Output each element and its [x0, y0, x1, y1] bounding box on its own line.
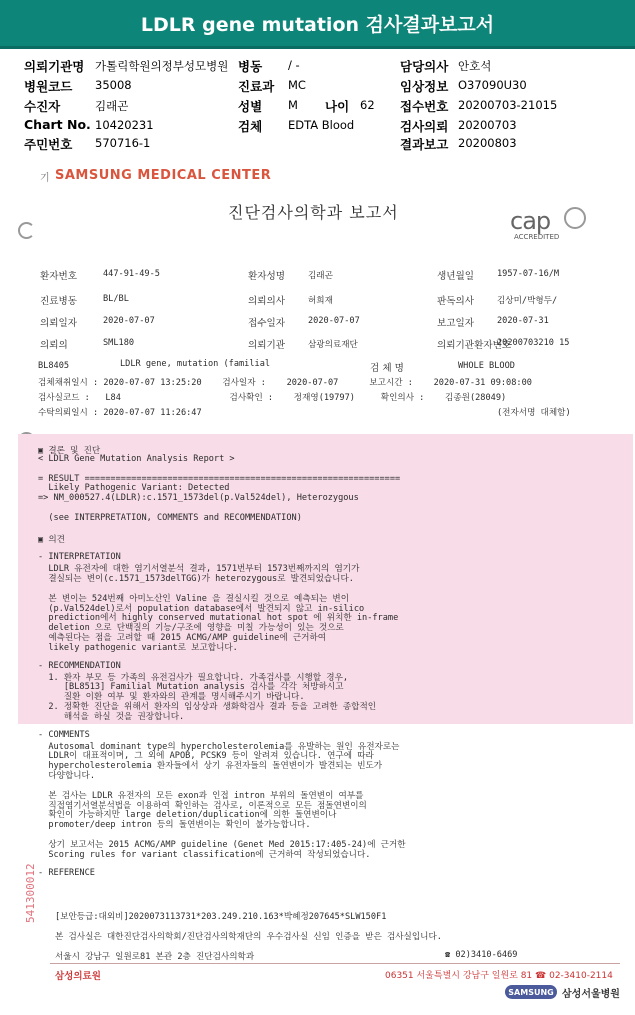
label-institution: 의뢰기관명 [24, 59, 85, 74]
info-label: 생년월일 [437, 271, 475, 282]
print-info: [보안등급:대외비]2020073113731*203.249.210.163*박혜정207645*SLW150F1 [55, 912, 387, 922]
report-body-line: hypercholesterolemia 환자들에서 상기 유전자들의 돌연변이가 발견되는 빈도가 [38, 761, 383, 772]
report-body-line: Autosomal dominant type의 hypercholesterolemia를 유발하는 원인 유전자로는 [38, 741, 400, 752]
info-label: 의뢰의 [40, 340, 68, 351]
report-body-line: ▣ 결론 및 진단 [38, 446, 101, 456]
value-specimen: EDTA Blood [288, 118, 355, 132]
value-clinical-info: O37090U30 [458, 78, 527, 92]
report-body-line: < LDLR Gene Mutation Analysis Report > [38, 453, 235, 464]
report-body-line: - INTERPRETATION [38, 552, 121, 563]
samsung-logo: SAMSUNG [505, 985, 557, 999]
info-value: BL/BL [103, 294, 129, 304]
info-value: 2020-07-07 [103, 316, 155, 326]
samsung-medical-center-logo: SAMSUNG MEDICAL CENTER [55, 168, 272, 183]
test-code: BL8405 [38, 361, 70, 371]
report-body-line: 상기 보고서는 2015 ACMG/AMP guideline (Genet Med 2015:17:405-24)에 근거한 [38, 840, 406, 850]
info-label: 진료병동 [40, 296, 78, 307]
info-value: 447-91-49-5 [103, 269, 160, 279]
label-sex: 성별 [238, 99, 263, 114]
vertical-document-number: 541300012 [24, 863, 37, 923]
report-brand-prefix: 기 [40, 173, 50, 184]
punch-hole-icon [18, 222, 35, 239]
info-value: SML180 [103, 338, 135, 348]
specimen-label: 검 체 명 [370, 363, 404, 374]
test-line-1: 검체채취일시 : 2020-07-07 13:25:20 검사일자 : 2020-07-07 보고시간 : 2020-07-31 09:08:00 [38, 378, 532, 388]
info-label: 환자번호 [40, 271, 78, 282]
value-resident-no: 570716-1 [95, 136, 151, 150]
info-label: 판독의사 [437, 296, 475, 307]
report-body-line: = RESULT ============================================================= [38, 473, 401, 484]
info-value: 삼광의료재단 [308, 340, 358, 350]
report-body-line: (see INTERPRETATION, COMMENTS and RECOMMENDATION) [38, 512, 302, 523]
report-body-line: (p.Val524del)로서 population database에서 발견되지 않고 in-silico [38, 603, 365, 614]
value-chart-no: 10420231 [95, 118, 154, 132]
label-age: 나이 [325, 99, 350, 114]
report-body-line: 질환 이환 여부 및 환자와의 관계를 명시해주시기 바랍니다. [38, 692, 305, 703]
value-age: 62 [360, 98, 375, 112]
info-value: 20200703210 15 [497, 338, 570, 348]
report-body-line: Likely Pathogenic Variant: Detected [38, 483, 230, 494]
label-specimen: 검체 [238, 119, 263, 134]
lab-address: 서울시 강남구 일원로81 본관 2층 진단검사의학과 [55, 952, 255, 962]
lab-phone: ☎ 02)3410-6469 [445, 950, 518, 960]
info-label: 보고일자 [437, 318, 475, 329]
cap-seal-icon [564, 207, 586, 229]
value-doctor: 안호석 [458, 59, 492, 73]
report-body-line: - RECOMMENDATION [38, 660, 121, 671]
report-body-line: promoter/deep intron 등의 돌연변이는 확인이 불가능합니다. [38, 820, 311, 831]
label-clinical-info: 임상정보 [400, 79, 449, 94]
cap-accredited-logo: cap ACCREDITED [506, 205, 588, 245]
footer-address: 06351 서울특별시 강남구 일원로 81 ☎ 02-3410-2114 [385, 971, 613, 981]
specimen-value: WHOLE BLOOD [458, 361, 515, 371]
report-body-line: 본 검사는 LDLR 유전자의 모든 exon과 인접 intron 부위의 돌연변이 여부를 [38, 790, 364, 801]
e-signature-note: (전자서명 대체함) [497, 408, 571, 418]
info-label: 의뢰일자 [40, 318, 78, 329]
report-body-line: 예측된다는 점을 고려할 때 2015 ACMG/AMP guideline에 근거하여 [38, 633, 327, 644]
report-title: LDLR gene mutation 검사결과보고서 [0, 0, 635, 49]
value-request-date: 20200703 [458, 118, 517, 132]
value-department: MC [288, 78, 306, 92]
report-body-line: prediction에서 highly conserved mutational hot spot 에 위치한 in-frame [38, 613, 399, 624]
test-line-3: 수탁의뢰일시 : 2020-07-07 11:26:47 [38, 408, 202, 418]
report-body-line: ▣ 의견 [38, 534, 65, 545]
certification-note: 본 검사실은 대한진단검사의학회/진단검사의학재단의 우수검사실 신임 인증을 받은 검사실입니다. [55, 932, 442, 942]
label-patient: 수진자 [24, 99, 61, 114]
info-label: 의뢰의사 [248, 296, 286, 307]
report-body-line: 확인이 가능하지만 large deletion/duplication에 의한 돌연변이나 [38, 810, 337, 821]
footer-divider [50, 963, 620, 964]
footer-left-logo: 삼성의료원 [55, 971, 101, 982]
label-hospital-code: 병원코드 [24, 79, 73, 94]
report-body-line: [BL8513] Familial Mutation analysis 검사를 각각 처방하시고 [38, 682, 344, 693]
report-body-line: LDLR이 대표적이며, 그 외에 APOB, PCSK9 등이 알려져 있습니다. 연구에 따라 [38, 751, 374, 762]
report-body-line: LDLR 유전자에 대한 염기서열분석 결과, 1571번부터 1573번째까지의 염기가 [38, 564, 360, 575]
info-value: 1957-07-16/M [497, 269, 560, 279]
info-value: 2020-07-07 [308, 316, 360, 326]
info-label: 환자성명 [248, 271, 286, 282]
report-body-line: => NM_000527.4(LDLR):c.1571_1573del(p.Val524del), Heterozygous [38, 493, 359, 504]
label-chart-no: Chart No. [24, 117, 91, 132]
value-sex: M [288, 98, 298, 112]
label-ward: 병동 [238, 59, 263, 74]
test-name: LDLR gene, mutation (familial [120, 359, 271, 369]
report-body-line: - REFERENCE [38, 867, 95, 878]
value-ward: / - [288, 58, 300, 72]
report-body-line: likely pathogenic variant로 보고합니다. [38, 643, 238, 653]
label-receipt-no: 접수번호 [400, 99, 449, 114]
value-report-date: 20200803 [458, 136, 517, 150]
report-body-line: 직접염기서열분석법을 이용하여 확인하는 검사로, 이론적으로 모든 점돌연변이의 [38, 800, 367, 811]
value-receipt-no: 20200703-21015 [458, 98, 558, 112]
info-value: 김상미/박형두/ [497, 296, 558, 306]
info-value: 2020-07-31 [497, 316, 549, 326]
label-resident-no: 주민번호 [24, 137, 73, 152]
info-label: 의뢰기관 [248, 340, 286, 351]
value-institution: 가톨릭학원의정부성모병원 [95, 59, 229, 73]
value-hospital-code: 35008 [95, 78, 132, 92]
report-body-line: Scoring rules for variant classification에 근거하여 작성되었습니다. [38, 849, 371, 860]
report-subtitle: 진단검사의학과 보고서 [228, 203, 399, 222]
report-body-line: 다양합니다. [38, 771, 96, 782]
report-body-line: 해석을 하실 것을 권장합니다. [38, 711, 185, 722]
report-body-line: 1. 환자 부모 등 가족의 유전검사가 필요합니다. 가족검사를 시행할 경우, [38, 672, 349, 683]
label-doctor: 담당의사 [400, 59, 449, 74]
test-line-2: 검사실코드 : L84 검사확인 : 정재영(19797) 확인의사 : 김종원(28049) [38, 393, 507, 403]
report-body-line: 2. 정확한 진단을 위해서 환자의 임상상과 생화학검사 결과 등을 고려한 종합적인 [38, 702, 377, 713]
label-report-date: 결과보고 [400, 137, 449, 152]
report-body-line: - COMMENTS [38, 729, 90, 740]
label-department: 진료과 [238, 79, 275, 94]
report-body-line: deletion 으로 단백질의 기능/구조에 영향을 미칠 가능성이 있는 것으로 [38, 623, 344, 634]
info-label: 접수일자 [248, 318, 286, 329]
report-body-line: 결실되는 변이(c.1571_1573delTGG)가 heterozygous로 발견되었습니다. [38, 574, 354, 585]
label-request-date: 검사의뢰 [400, 119, 449, 134]
info-label: 의뢰기관환자번호 [437, 340, 512, 351]
report-body-line: 본 변이는 524번째 아미노산인 Valine 을 결실시킬 것으로 예측되는 변이 [38, 593, 350, 604]
value-patient: 김래곤 [95, 99, 129, 113]
info-value: 김래곤 [308, 271, 333, 281]
info-value: 허희재 [308, 296, 333, 306]
footer-hospital-name: 삼성서울병원 [562, 989, 620, 1000]
